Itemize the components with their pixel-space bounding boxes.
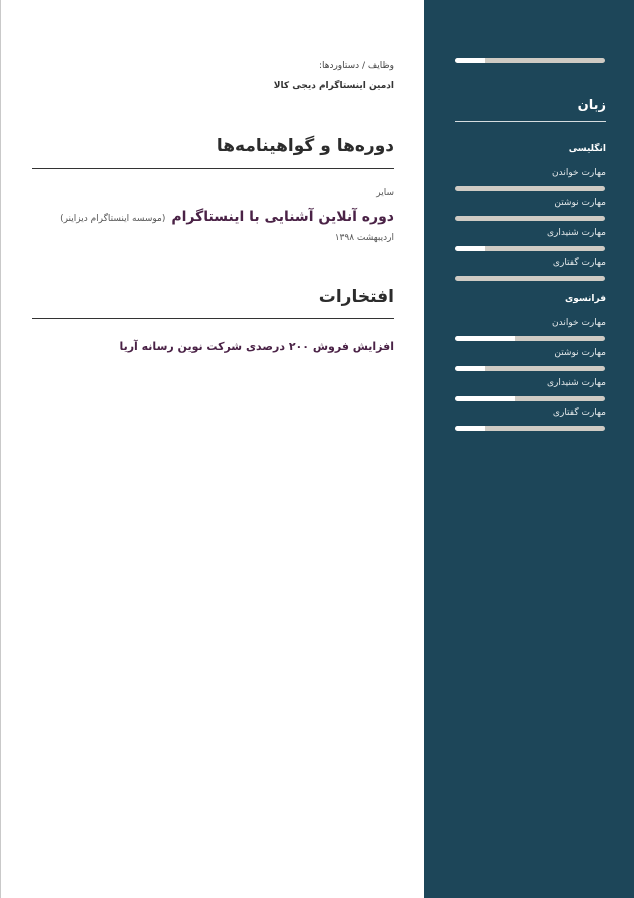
skill-bar — [455, 426, 605, 431]
skill-label: مهارت نوشتن — [554, 198, 606, 208]
skill-bar — [455, 186, 605, 191]
skill-bar — [455, 246, 605, 251]
sidebar — [424, 0, 634, 898]
skill-bar — [455, 216, 605, 221]
skill-bar — [455, 336, 605, 341]
skill-label: مهارت خواندن — [552, 318, 606, 328]
course-entry — [60, 206, 394, 225]
course-date: اردیبهشت ۱۳۹۸ — [334, 233, 394, 243]
language-name-french: فرانسوی — [564, 294, 606, 304]
duties-value: ادمین اینستاگرام دیجی کالا — [273, 81, 394, 91]
skill-bar-fill — [455, 366, 485, 371]
courses-divider — [32, 168, 394, 169]
skill-bar-fill — [455, 246, 485, 251]
skill-label: مهارت نوشتن — [554, 348, 606, 358]
skill-bar — [455, 396, 605, 401]
language-heading: زبان — [577, 98, 606, 113]
skill-label: مهارت خواندن — [552, 168, 606, 178]
skill-bar — [455, 276, 605, 281]
skill-bar-fill — [455, 396, 515, 401]
skill-label: مهارت شنیداری — [547, 378, 606, 388]
language-name-english: انگلیسی — [568, 144, 606, 154]
top-progress-fill — [455, 58, 485, 63]
top-progress-bar — [455, 58, 605, 63]
duties-label: وظایف / دستاوردها: — [318, 61, 394, 71]
skill-bar — [455, 366, 605, 371]
skill-bar-fill — [455, 426, 485, 431]
skill-label: مهارت گفتاری — [552, 408, 606, 418]
honors-heading: افتخارات — [318, 287, 394, 307]
honor-item: افزایش فروش ۲۰۰ درصدی شرکت نوین رسانه آریا — [119, 340, 394, 353]
honors-divider — [32, 318, 394, 319]
course-organization: (موسسه اینستاگرام دیزاینر) — [60, 214, 166, 224]
courses-heading: دوره‌ها و گواهینامه‌ها — [216, 136, 394, 156]
course-title: دوره آنلاین آشنایی با اینستاگرام — [171, 209, 394, 225]
language-divider — [455, 121, 606, 122]
course-category: سایر — [376, 188, 394, 198]
skill-bar-fill — [455, 336, 515, 341]
skill-label: مهارت گفتاری — [552, 258, 606, 268]
skill-label: مهارت شنیداری — [547, 228, 606, 238]
